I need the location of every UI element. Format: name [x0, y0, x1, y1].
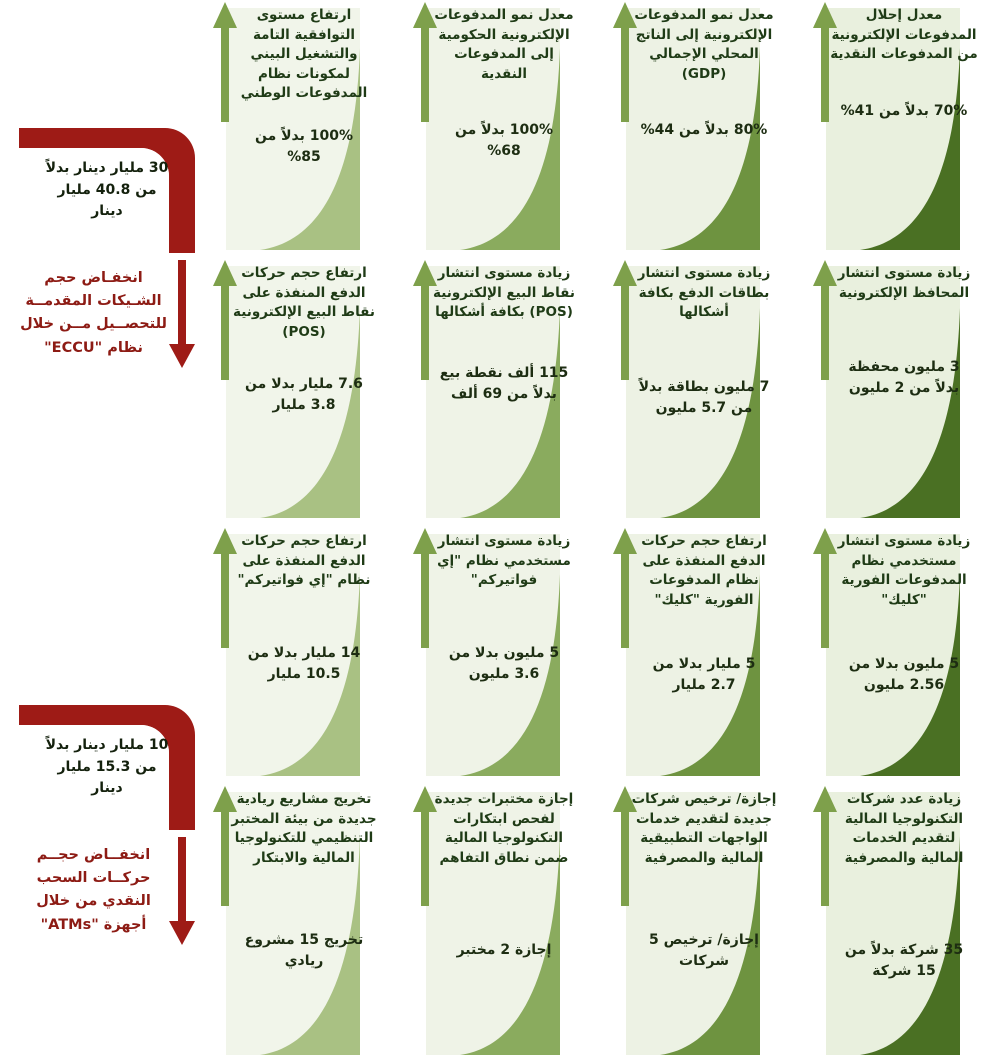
- callout-atms-block: [19, 705, 195, 830]
- indicator-title: زيادة مستوى انتشار مستخدمي نظام المدفوعات الفورية "كليك": [837, 533, 971, 608]
- down-arrow-icon: [167, 837, 197, 947]
- indicator-card[interactable]: [204, 258, 404, 526]
- indicator-title: تخريج مشاريع ريادية جديدة من بيئة المختبر التنظيمي للتكنولوجيا المالية والابتكار: [231, 791, 377, 866]
- indicator-value: 7.6 مليار بدلا من 3.8 مليار: [245, 376, 363, 414]
- callout-eccu-value: 30 مليار دينار بدلاً من 40.8 مليار دينار: [45, 159, 169, 220]
- indicator-title: زيادة عدد شركات التكنولوجيا المالية لتقديم الخدمات المالية والمصرفية: [844, 791, 964, 866]
- indicator-value: إجازة 2 مختبر: [456, 942, 552, 959]
- indicator-card[interactable]: [804, 784, 1004, 1063]
- indicator-card[interactable]: [804, 258, 1004, 526]
- indicator-value: إجازة/ ترخيص 5 شركات: [649, 932, 759, 970]
- indicator-title: معدل نمو المدفوعات الإلكترونية إلى الناتج المحلي الإجمالي (GDP): [634, 7, 774, 82]
- indicator-card[interactable]: [604, 258, 804, 526]
- indicator-value: 100% بدلاً من 85%: [254, 127, 354, 165]
- indicator-value: 70% بدلاً من 41%: [840, 102, 968, 119]
- indicator-value: 5 مليون بدلا من 2.56 مليون: [848, 656, 960, 694]
- indicator-value: 115 ألف نقطة بيع بدلاً من 69 ألف: [439, 364, 569, 402]
- callout-eccu-block: [19, 128, 195, 253]
- indicator-row: [204, 784, 1004, 1063]
- indicator-card[interactable]: [404, 258, 604, 526]
- indicator-title: إجازة/ ترخيص شركات جديدة لتقديم خدمات الواجهات التطبيقية المالية والمصرفية: [631, 791, 777, 866]
- indicator-card[interactable]: [604, 526, 804, 784]
- callout-eccu-caption: انخفـاض حجم الشـيكات المقدمــة للتحصــيل مــن خلال نظام "ECCU": [20, 270, 167, 356]
- indicator-value: 5 مليار بدلا من 2.7 مليار: [652, 656, 756, 694]
- indicator-value: 3 مليون محفظة بدلاً من 2 مليون: [848, 359, 960, 397]
- indicator-title: معدل إحلال المدفوعات الإلكترونية من المدفوعات النقدية: [830, 7, 978, 63]
- indicator-title: زيادة مستوى انتشار نقاط البيع الإلكترونية (POS) بكافة أشكالها: [433, 265, 575, 321]
- indicator-card[interactable]: [204, 784, 404, 1063]
- indicator-card[interactable]: [804, 526, 1004, 784]
- indicator-card[interactable]: [404, 784, 604, 1063]
- callout-atms-value: 10 مليار دينار بدلاً من 15.3 مليار دينار: [45, 736, 169, 797]
- indicator-row: [204, 0, 1004, 258]
- indicator-card[interactable]: [804, 0, 1004, 258]
- indicator-title: ارتفاع حجم حركات الدفع المنفذة على نظام المدفوعات الفورية "كليك": [641, 533, 767, 608]
- indicator-title: ارتفاع حجم حركات الدفع المنفذة على نظام "إي فواتيركم": [237, 533, 371, 589]
- callout-atms: [8, 705, 203, 937]
- indicator-card[interactable]: [204, 526, 404, 784]
- indicator-title: إجازة مختبرات جديدة لفحص ابتكارات التكنولوجيا المالية ضمن نطاق التفاهم: [434, 791, 574, 866]
- indicator-card[interactable]: [604, 0, 804, 258]
- down-arrow-icon: [167, 260, 197, 370]
- indicator-value: 7 مليون بطاقة بدلاً من 5.7 مليون: [638, 378, 770, 416]
- indicator-value: تخريج 15 مشروع ريادي: [244, 932, 364, 970]
- indicator-title: زيادة مستوى انتشار مستخدمي نظام "إي فواتيركم": [437, 533, 571, 589]
- indicator-grid: [204, 0, 1004, 1063]
- indicator-title: ارتفاع حجم حركات الدفع المنفذة على نقاط البيع الإلكترونية (POS): [233, 265, 375, 340]
- indicator-row: [204, 526, 1004, 784]
- indicator-value: 35 شركة بدلاً من 15 شركة: [844, 942, 964, 980]
- indicator-card[interactable]: [604, 784, 804, 1063]
- callout-atms-caption: انخفــاض حجــم حركــات السحب النقدي من خلال أجهزة "ATMs": [36, 847, 151, 933]
- indicator-card[interactable]: [404, 0, 604, 258]
- indicator-value: 100% بدلاً من 68%: [454, 122, 554, 160]
- indicator-title: معدل نمو المدفوعات الإلكترونية الحكومية إلى المدفوعات النقدية: [434, 7, 574, 82]
- indicator-title: ارتفاع مستوى التوافقية التامة والتشغيل البيني لمكونات نظام المدفوعات الوطني: [240, 7, 368, 102]
- indicator-value: 14 مليار بدلا من 10.5 مليار: [247, 644, 361, 682]
- indicator-title: زيادة مستوى انتشار بطاقات الدفع بكافة أشكالها: [637, 265, 771, 321]
- indicator-card[interactable]: [404, 526, 604, 784]
- indicator-value: 5 مليون بدلا من 3.6 مليون: [448, 644, 560, 682]
- callout-eccu: [8, 128, 203, 360]
- indicator-row: [204, 258, 1004, 526]
- indicator-title: زيادة مستوى انتشار المحافظ الإلكترونية: [837, 265, 971, 301]
- indicator-value: 80% بدلاً من 44%: [640, 122, 768, 139]
- indicator-card[interactable]: [204, 0, 404, 258]
